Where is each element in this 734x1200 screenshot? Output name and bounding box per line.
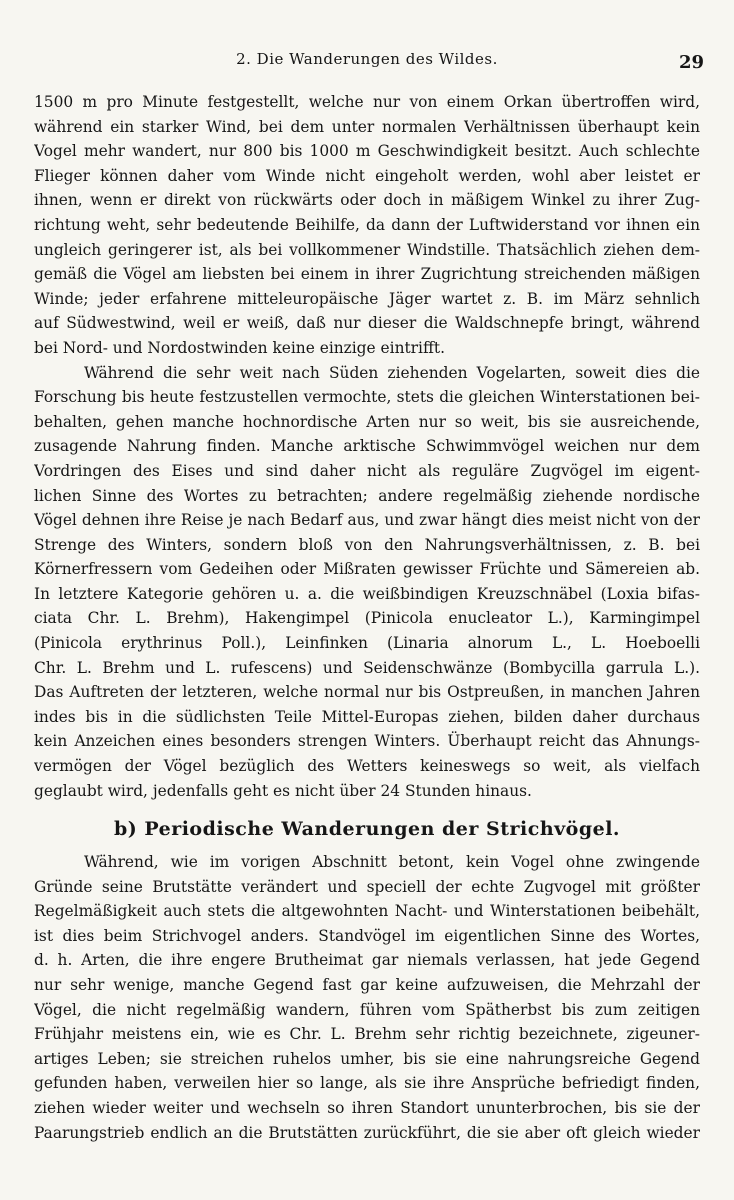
text-line: Regelmäßigkeit auch stets die altgewohnten Nacht- und Winterstationen beibehält, xyxy=(34,902,700,921)
text-line: Chr. L. Brehm und L. rufescens) und Seidenschwänze (Bombycilla garrula L.). xyxy=(34,658,700,677)
text-line: ihnen, wenn er direkt von rückwärts oder doch in mäßigem Winkel zu ihrer Zug- xyxy=(34,191,700,210)
text-line: Körnerfressern vom Gedeihen oder Mißraten gewisser Früchte und Sämereien ab. xyxy=(34,560,700,579)
text-line: zusagende Nahrung finden. Manche arktische Schwimmvögel weichen nur dem xyxy=(34,437,700,456)
text-line: Forschung bis heute festzustellen vermochte, stets die gleichen Winterstationen bei- xyxy=(34,388,700,407)
text-line: Flieger können daher vom Winde nicht eingeholt werden, wohl aber leistet er xyxy=(34,166,700,185)
text-line: gefunden haben, verweilen hier so lange, als sie ihre Ansprüche befriedigt finden, xyxy=(34,1074,700,1093)
text-line: ziehen wieder weiter und wechseln so ihren Standort ununterbrochen, bis sie der xyxy=(34,1098,700,1117)
text-line: indes bis in die südlichsten Teile Mittel-Europas ziehen, bilden daher durchaus xyxy=(34,707,700,726)
text-line: Frühjahr meistens ein, wie es Chr. L. Brehm sehr richtig bezeichnete, zigeuner- xyxy=(34,1025,700,1044)
text-line: Winde; jeder erfahrene mitteleuropäische Jäger wartet z. B. im März sehnlich xyxy=(34,289,700,308)
section-heading: b) Periodische Wanderungen der Strichvögel. xyxy=(113,818,621,840)
text-line: In letztere Kategorie gehören u. a. die weißbindigen Kreuzschnäbel (Loxia bifas- xyxy=(34,584,700,603)
page-number: 29 xyxy=(678,52,704,73)
text-line: Während die sehr weit nach Süden ziehenden Vogelarten, soweit dies die xyxy=(84,363,700,382)
text-line: ist dies beim Strichvogel anders. Standvögel im eigentlichen Sinne des Wortes, xyxy=(34,926,700,945)
text-line: Vogel mehr wandert, nur 800 bis 1000 m Geschwindigkeit besitzt. Auch schlechte xyxy=(34,142,700,161)
text-line: auf Südwestwind, weil er weiß, daß nur dieser die Waldschnepfe bringt, während xyxy=(34,314,700,333)
page-header xyxy=(0,46,734,76)
text-line: geglaubt wird, jedenfalls geht es nicht über 24 Stunden hinaus. xyxy=(34,781,532,800)
text-line: Vögel, die nicht regelmäßig wandern, führen vom Spätherbst bis zum zeitigen xyxy=(34,1000,700,1019)
text-line: nur sehr wenige, manche Gegend fast gar keine aufzuweisen, die Mehrzahl der xyxy=(34,975,700,994)
text-line: kein Anzeichen eines besonders strengen Winters. Überhaupt reicht das Ahnungs- xyxy=(34,732,700,751)
text-line: Während, wie im vorigen Abschnitt betont, kein Vogel ohne zwingende xyxy=(84,853,700,871)
text-line: Das Auftreten der letzteren, welche normal nur bis Ostpreußen, in manchen Jahren xyxy=(34,683,700,702)
text-line: ciata Chr. L. Brehm), Hakengimpel (Pinicola enucleator L.), Karmingimpel xyxy=(34,609,700,628)
text-line: (Pinicola erythrinus Poll.), Leinfinken (Linaria alnorum L., L. Hoeboelli xyxy=(34,634,700,653)
text-line: Vögel dehnen ihre Reise je nach Bedarf aus, und zwar hängt dies meist nicht von der xyxy=(34,511,700,530)
text-line: artiges Leben; sie streichen ruhelos umher, bis sie eine nahrungsreiche Gegend xyxy=(34,1049,700,1068)
running-head: 2. Die Wanderungen des Wildes. xyxy=(236,50,498,68)
text-line: bei Nord- und Nordostwinden keine einzige eintrifft. xyxy=(34,338,445,357)
body-text-section-b xyxy=(34,850,700,1145)
text-line: ungleich geringerer ist, als bei vollkommener Windstille. Thatsächlich ziehen dem- xyxy=(34,240,700,259)
text-line: Gründe seine Brutstätte verändert und speciell der echte Zugvogel mit größter xyxy=(34,877,700,896)
text-line: vermögen der Vögel bezüglich des Wetters keineswegs so weit, als vielfach xyxy=(34,757,700,776)
body-text-section-a xyxy=(34,90,700,803)
text-line: Paarungstrieb endlich an die Brutstätten zurückführt, die sie aber oft gleich wieder xyxy=(34,1123,700,1142)
text-line: Vordringen des Eises und sind daher nicht als reguläre Zugvögel im eigent- xyxy=(34,461,700,480)
text-line: 1500 m pro Minute festgestellt, welche nur von einem Orkan übertroffen wird, xyxy=(34,93,700,111)
text-line: richtung weht, sehr bedeutende Beihilfe, da dann der Luftwiderstand vor ihnen ein xyxy=(34,215,700,234)
text-line: lichen Sinne des Wortes zu betrachten; andere regelmäßig ziehende nordische xyxy=(34,486,700,505)
text-line: Strenge des Winters, sondern bloß von den Nahrungsverhältnissen, z. B. bei xyxy=(34,535,700,554)
text-line: behalten, gehen manche hochnordische Arten nur so weit, bis sie ausreichende, xyxy=(34,412,700,431)
text-line: während ein starker Wind, bei dem unter normalen Verhältnissen überhaupt kein xyxy=(34,117,700,136)
text-line: gemäß die Vögel am liebsten bei einem in ihrer Zugrichtung streichenden mäßigen xyxy=(34,265,700,284)
text-line: d. h. Arten, die ihre engere Brutheimat gar niemals verlassen, hat jede Gegend xyxy=(34,951,700,970)
